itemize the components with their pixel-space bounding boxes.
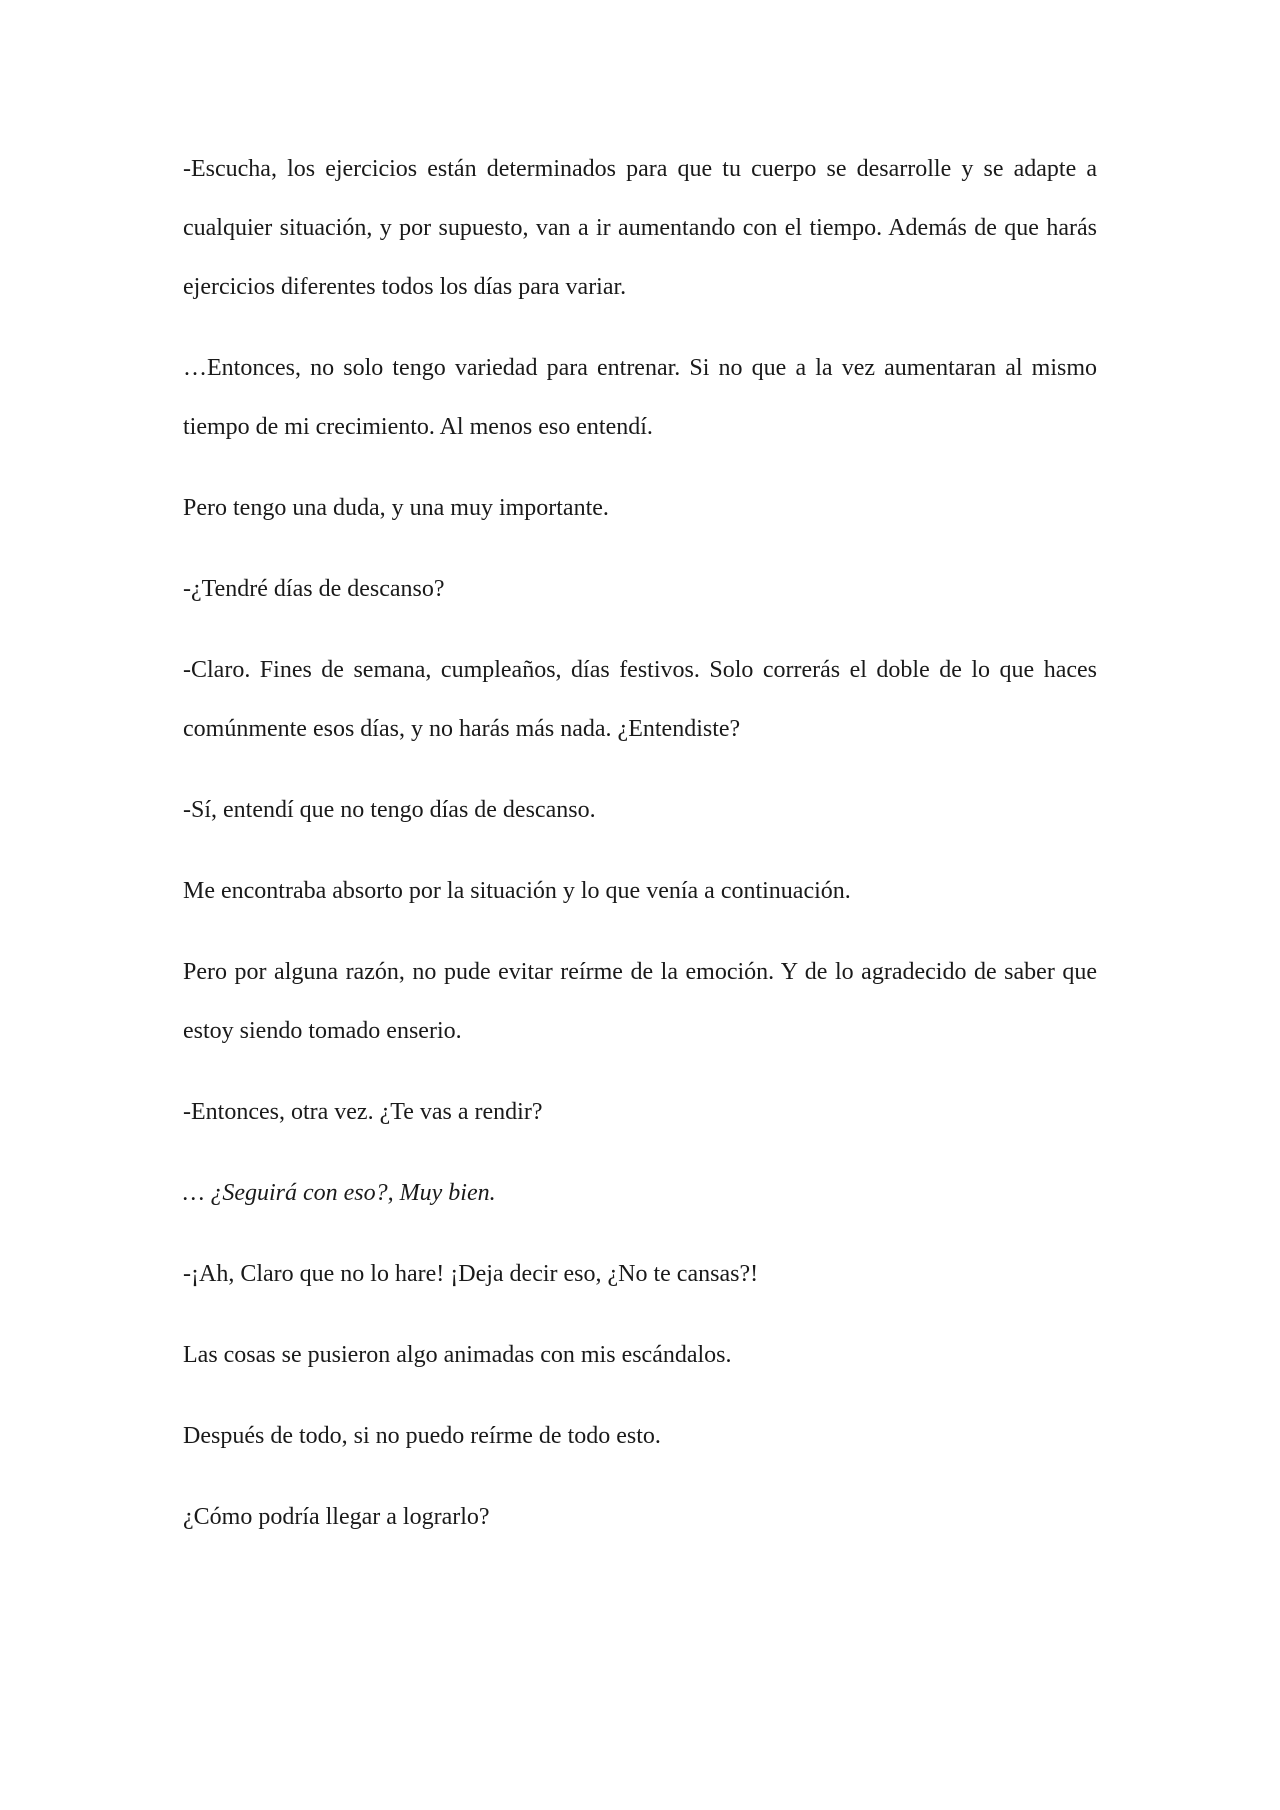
document-body bbox=[183, 140, 1097, 1569]
paragraph-escucha: -Escucha, los ejercicios están determinados para que tu cuerpo se desarrolle y se adapte a cualquier situación, y por supuesto, van a ir aumentando con el tiempo. Además de que harás ejercicios diferentes todos los días para variar. bbox=[183, 156, 1097, 300]
paragraph-si-entendi: -Sí, entendí que no tengo días de descanso. bbox=[183, 797, 596, 823]
paragraph-entonces-variedad: …Entonces, no solo tengo variedad para entrenar. Si no que a la vez aumentaran al mismo tiempo de mi crecimiento. Al menos eso entendí. bbox=[183, 355, 1097, 440]
paragraph-claro-no: -¡Ah, Claro que no lo hare! ¡Deja decir eso, ¿No te cansas?! bbox=[183, 1261, 759, 1287]
paragraph-descanso-question: -¿Tendré días de descanso? bbox=[183, 576, 445, 602]
paragraph-absorto: Me encontraba absorto por la situación y lo que venía a continuación. bbox=[183, 878, 851, 904]
paragraph-duda: Pero tengo una duda, y una muy importante. bbox=[183, 495, 609, 521]
paragraph-claro-fines: -Claro. Fines de semana, cumpleaños, días festivos. Solo correrás el doble de lo que haces comúnmente esos días, y no harás más nada. ¿Entendiste? bbox=[183, 657, 1097, 742]
paragraph-reirme-emocion: Pero por alguna razón, no pude evitar reírme de la emoción. Y de lo agradecido de saber que estoy siendo tomado enserio. bbox=[183, 959, 1097, 1044]
paragraph-seguira-italic: … ¿Seguirá con eso?, Muy bien. bbox=[183, 1180, 496, 1206]
paragraph-rendir: -Entonces, otra vez. ¿Te vas a rendir? bbox=[183, 1099, 543, 1125]
paragraph-lograrlo: ¿Cómo podría llegar a lograrlo? bbox=[183, 1504, 490, 1530]
paragraph-despues: Después de todo, si no puedo reírme de todo esto. bbox=[183, 1423, 661, 1449]
paragraph-animadas: Las cosas se pusieron algo animadas con mis escándalos. bbox=[183, 1342, 732, 1368]
